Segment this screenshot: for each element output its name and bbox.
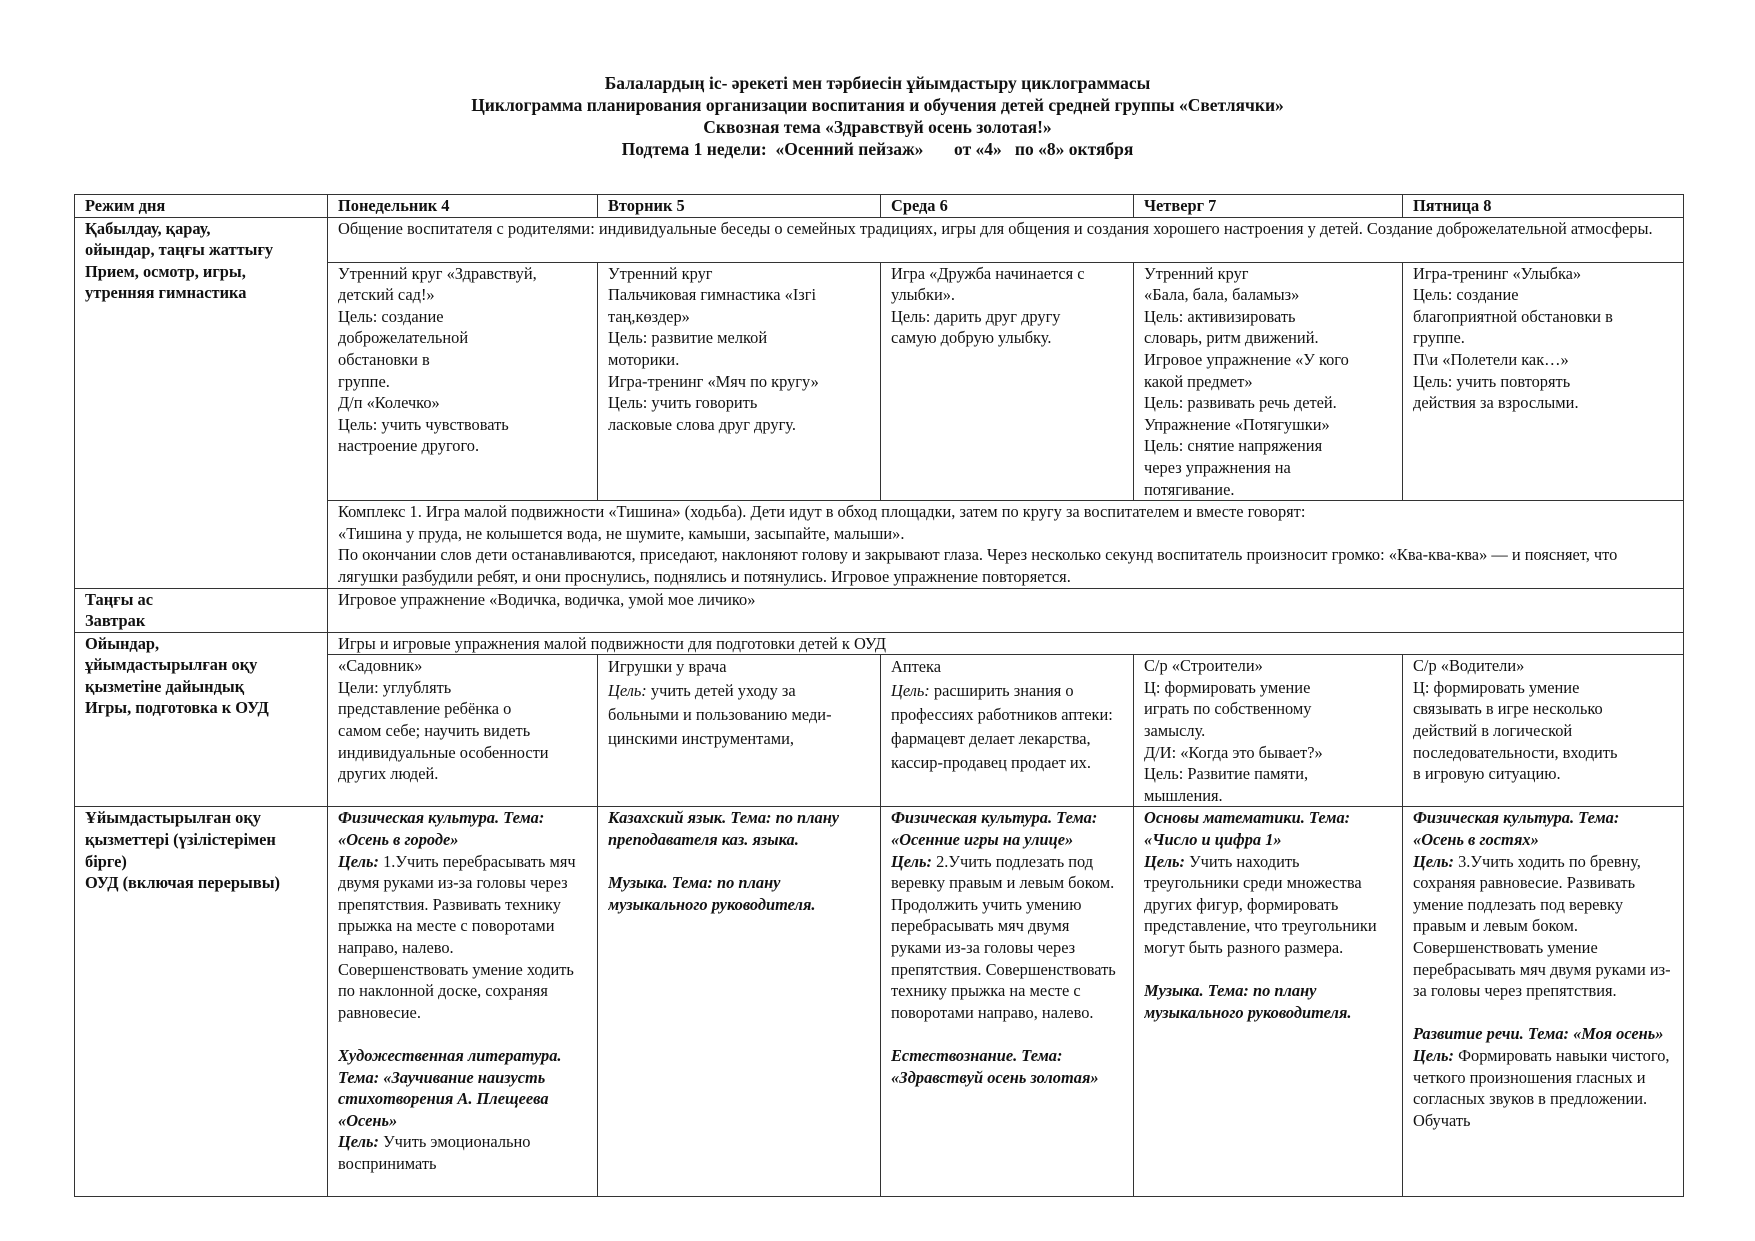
cell-text: Утренний круг «Бала, бала, баламыз» Цель: активизировать словарь, ритм движений. Игровое упражнение «У кого какой предмет» Цель: развивать речь детей. Упражнение «Потягушки» Цель: снятие напряжения через упражнения на потягивание.	[1144, 263, 1349, 499]
goal-label: Цель:	[338, 1132, 379, 1152]
activity-title: Развитие речи. Тема: «Моя осень»	[1413, 1024, 1664, 1044]
row-label-text: Ұйымдастырылған оқу қызметтері (үзілістерімен бірге) ОУД (включая перерывы)	[85, 808, 280, 893]
activity-goal: Учить эмоционально воспринимать	[338, 1132, 531, 1173]
cell-content	[891, 807, 1123, 1088]
cell-text: Игра «Дружба начинается с улыбки». Цель: дарить друг другу самую добрую улыбку.	[891, 263, 1085, 348]
cell-text: С/р «Водители» Ц: формировать умение связывать в игре несколько действий в логической последовательности, входить в игровую ситуацию.	[1413, 656, 1618, 784]
reception-common-text: Общение воспитателя с родителями: индивидуальные беседы о семейных традициях, игры для общения и создания хорошего настроения у детей. Создание доброжелательной атмосферы.	[338, 218, 1653, 238]
title-cyclogram: Циклограмма планирования организации воспитания и обучения детей средней группы «Светлячки»	[471, 95, 1284, 115]
cell-text: «Садовник» Цели: углублять представление ребёнка о самом себе; научить видеть индивидуальные особенности других людей.	[338, 656, 549, 784]
activity-title: Казахский язык. Тема: по плану преподавателя каз. языка.	[608, 808, 840, 850]
schedule-table	[74, 194, 1684, 1197]
reception-thursday	[1134, 262, 1403, 501]
activity-title: Физическая культура. Тема: «Осень в городе»	[338, 808, 545, 850]
activity-goal: Учить находить треугольники среди множества других фигур, формировать представление, что треугольники могут быть разного размера.	[1144, 851, 1377, 957]
spacer	[608, 851, 870, 873]
col-header-monday: Понедельник 4	[328, 195, 598, 218]
goal-label: Цель:	[891, 681, 930, 701]
goal-label: Цель:	[1144, 851, 1185, 871]
table-header-row	[75, 195, 1684, 218]
row-label-text: Қабылдау, қарау, ойындар, таңғы жаттығу Прием, осмотр, игры, утренняя гимнастика	[85, 218, 274, 303]
row-label-breakfast	[75, 588, 328, 632]
activity-title: Музыка. Тема: по плану музыкального руководителя.	[1144, 981, 1352, 1022]
col-header-thursday: Четверг 7	[1134, 195, 1403, 218]
row-label-text: Ойындар, ұйымдастырылған оқу қызметіне дайындық Игры, подготовка к ОУД	[85, 633, 269, 718]
table-row	[75, 807, 1684, 1197]
games-wednesday-title: Аптека	[891, 657, 942, 677]
goal-label: Цель:	[1413, 1045, 1454, 1065]
spacer	[338, 1023, 587, 1045]
col-header-wednesday: Среда 6	[881, 195, 1134, 218]
goal-label: Цель:	[891, 851, 932, 871]
games-thursday	[1134, 655, 1403, 807]
activity-goal: 2.Учить подлезать под веревку правым и левым боком. Продолжить учить умению перебрасывать мяч двумя руками из-за головы через препятствия. Совершенствовать технику прыжка на месте с поворотами направо, налево.	[891, 851, 1116, 1022]
cell-text: Утренний круг «Здравствуй, детский сад!» Цель: создание доброжелательной обстановки в группе. Д/п «Колечко» Цель: учить чувствовать настроение другого.	[338, 263, 537, 456]
spacer	[1413, 1002, 1673, 1024]
cell-text: С/р «Строители» Ц: формировать умение играть по собственному замыслу. Д/И: «Когда это бывает?» Цель: Развитие памяти, мышления.	[1144, 656, 1323, 805]
activities-monday	[328, 807, 598, 1197]
breakfast-cell	[328, 588, 1684, 632]
activities-wednesday	[881, 807, 1134, 1197]
cell-content	[608, 807, 870, 915]
activity-goal: 3.Учить ходить по бревну, сохраняя равновесие. Развивать умение подлезать под веревку правым и левым боком. Совершенствовать умение перебрасывать мяч двумя руками из-за головы через препятствия.	[1413, 851, 1671, 1001]
cell-content	[1413, 807, 1673, 1131]
goal-label: Цель:	[1413, 851, 1454, 871]
games-tuesday	[598, 655, 881, 807]
reception-common-cell	[328, 217, 1684, 262]
activities-thursday	[1134, 807, 1403, 1197]
gymnastics-complex-cell	[328, 501, 1684, 588]
games-tuesday-goal: учить детей уходу за больными и пользованию меди-цинскими инструментами,	[608, 681, 832, 749]
games-common-cell	[328, 632, 1684, 655]
row-label-reception	[75, 217, 328, 588]
title-theme: Сквозная тема «Здравствуй осень золотая!»	[703, 117, 1052, 137]
document-header	[0, 72, 1755, 160]
activity-title: Естествознание. Тема: «Здравствуй осень золотая»	[891, 1045, 1099, 1087]
cell-text: Игра-тренинг «Улыбка» Цель: создание благоприятной обстановки в группе. П\и «Полетели как…» Цель: учить повторять действия за взрослыми.	[1413, 263, 1613, 413]
spacer	[1144, 959, 1392, 981]
reception-friday	[1403, 262, 1684, 501]
row-label-text: Таңғы ас Завтрак	[85, 589, 153, 631]
activity-title: Музыка. Тема: по плану музыкального руководителя.	[608, 873, 816, 914]
games-tuesday-title: Игрушки у врача	[608, 657, 727, 677]
spacer	[891, 1023, 1123, 1045]
games-wednesday	[881, 655, 1134, 807]
activity-title: Физическая культура. Тема: «Осенние игры на улице»	[891, 808, 1098, 850]
goal-label: Цель:	[338, 851, 379, 871]
table-row	[75, 217, 1684, 262]
col-header-tuesday: Вторник 5	[598, 195, 881, 218]
reception-wednesday	[881, 262, 1134, 501]
activities-tuesday	[598, 807, 881, 1197]
col-header-friday: Пятница 8	[1403, 195, 1684, 218]
cell-content	[1144, 807, 1392, 1023]
activity-goal: 1.Учить перебрасывать мяч двумя руками из-за головы через препятствия. Развивать технику прыжка на месте с поворотами направо, налево. Совершенствовать умение ходить по наклонной доске, сохраняя равновесие.	[338, 851, 576, 1022]
row-label-activities	[75, 807, 328, 1197]
activity-goal: Формировать навыки чистого, четкого произношения гласных и согласных звуков в предложении. Обучать	[1413, 1045, 1670, 1130]
reception-tuesday	[598, 262, 881, 501]
gymnastics-complex-text: Комплекс 1. Игра малой подвижности «Тишина» (ходьба). Дети идут в обход площадки, затем по кругу за воспитателем и вместе говорят: «Тишина у пруда, не колышется вода, не шумите, камыши, засыпайте, малыши». По окончании слов дети останавливаются, приседают, наклоняют голову и закрывают глаза. Через несколько секунд воспитатель произносит громко: «Ква-ква-ква» — и поясняет, что лягушки разбудили ребят, и они проснулись, поднялись и потянулись. Игровое упражнение повторяется.	[338, 502, 1618, 586]
cell-content	[338, 807, 587, 1174]
activities-friday	[1403, 807, 1684, 1197]
row-label-games	[75, 632, 328, 807]
activity-title: Художественная литература. Тема: «Заучивание наизусть стихотворения А. Плещеева «Осень»	[338, 1045, 562, 1130]
col-header-regime: Режим дня	[75, 195, 328, 218]
games-monday	[328, 655, 598, 807]
breakfast-text: Игровое упражнение «Водичка, водичка, умой мое личико»	[338, 589, 756, 609]
activity-title: Основы математики. Тема: «Число и цифра 1»	[1144, 808, 1351, 850]
reception-monday	[328, 262, 598, 501]
activity-title: Физическая культура. Тема: «Осень в гостях»	[1413, 808, 1620, 850]
games-friday	[1403, 655, 1684, 807]
cell-text: Утренний круг Пальчиковая гимнастика «Ізгі таң,көздер» Цель: развитие мелкой моторики. Игра-тренинг «Мяч по кругу» Цель: учить говорить ласковые слова друг другу.	[608, 263, 819, 434]
table-row	[75, 632, 1684, 655]
table-row	[75, 588, 1684, 632]
title-kazakh: Балалардың іс- әрекеті мен тәрбиесін ұйымдастыру циклограммасы	[604, 73, 1151, 93]
games-wednesday-goal: расширить знания о профессиях работников аптеки: фармацевт делает лекарства, кассир-продавец продает их.	[891, 681, 1113, 773]
goal-label: Цель:	[608, 681, 647, 701]
title-subtheme: Подтема 1 недели: «Осенний пейзаж» от «4» по «8» октября	[621, 139, 1134, 159]
games-common-text: Игры и игровые упражнения малой подвижности для подготовки детей к ОУД	[338, 633, 887, 653]
